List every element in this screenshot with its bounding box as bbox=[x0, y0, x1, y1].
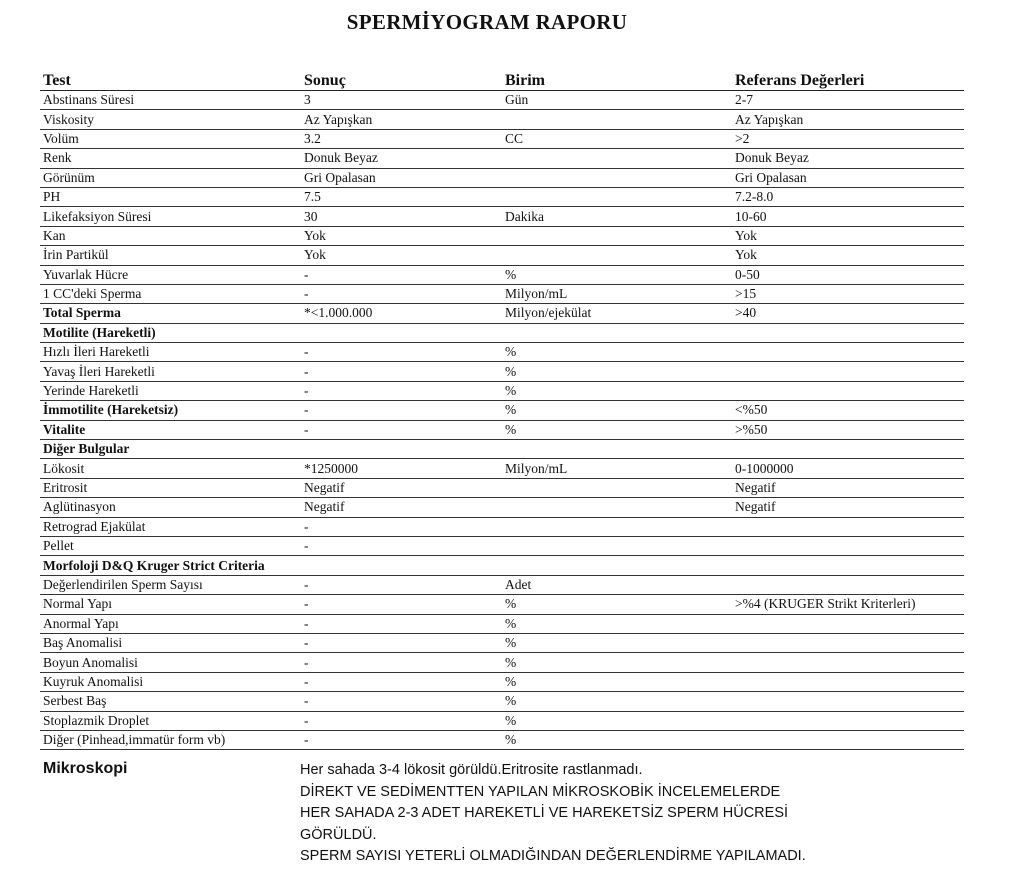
cell-test: Anormal Yapı bbox=[40, 614, 301, 633]
cell-test: Stoplazmik Droplet bbox=[40, 711, 301, 730]
cell-unit: % bbox=[502, 343, 732, 362]
spermiogram-table bbox=[40, 68, 964, 750]
table-row bbox=[40, 633, 964, 652]
table-row bbox=[40, 246, 964, 265]
cell-test: Baş Anomalisi bbox=[40, 633, 301, 652]
cell-unit: Adet bbox=[502, 575, 732, 594]
cell-result: - bbox=[301, 536, 502, 555]
cell-test: Aglütinasyon bbox=[40, 498, 301, 517]
table-row bbox=[40, 517, 964, 536]
cell-result: - bbox=[301, 672, 502, 691]
table-row bbox=[40, 149, 964, 168]
cell-test: Değerlendirilen Sperm Sayısı bbox=[40, 575, 301, 594]
cell-unit: % bbox=[502, 672, 732, 691]
cell-test: Diğer Bulgular bbox=[40, 440, 301, 459]
table-row bbox=[40, 207, 964, 226]
cell-reference: Yok bbox=[732, 246, 964, 265]
cell-result: - bbox=[301, 614, 502, 633]
cell-result: *<1.000.000 bbox=[301, 304, 502, 323]
cell-unit: % bbox=[502, 653, 732, 672]
cell-unit: Milyon/mL bbox=[502, 459, 732, 478]
table-row bbox=[40, 711, 964, 730]
table-row bbox=[40, 420, 964, 439]
cell-unit bbox=[502, 149, 732, 168]
table-row bbox=[40, 478, 964, 497]
cell-test: Görünüm bbox=[40, 168, 301, 187]
cell-unit: % bbox=[502, 711, 732, 730]
cell-unit bbox=[502, 226, 732, 245]
cell-result bbox=[301, 440, 502, 459]
cell-unit: Gün bbox=[502, 91, 732, 110]
cell-test: Eritrosit bbox=[40, 478, 301, 497]
cell-result: 30 bbox=[301, 207, 502, 226]
cell-reference: >40 bbox=[732, 304, 964, 323]
cell-test: Abstinans Süresi bbox=[40, 91, 301, 110]
cell-reference: Az Yapışkan bbox=[732, 110, 964, 129]
cell-result: 3 bbox=[301, 91, 502, 110]
cell-result: - bbox=[301, 343, 502, 362]
cell-result: - bbox=[301, 381, 502, 400]
cell-result: - bbox=[301, 265, 502, 284]
header-test: Test bbox=[40, 68, 301, 91]
table-row bbox=[40, 362, 964, 381]
microscopy-line: Her sahada 3-4 lökosit görüldü.Eritrosite rastlanmadı. bbox=[300, 762, 643, 778]
cell-unit: % bbox=[502, 362, 732, 381]
microscopy-notes bbox=[300, 760, 964, 868]
cell-unit: CC bbox=[502, 129, 732, 148]
table-row bbox=[40, 730, 964, 749]
cell-unit: Dakika bbox=[502, 207, 732, 226]
cell-result bbox=[301, 323, 502, 342]
cell-reference bbox=[732, 633, 964, 652]
cell-test: Kuyruk Anomalisi bbox=[40, 672, 301, 691]
table-row bbox=[40, 304, 964, 323]
cell-reference: 0-1000000 bbox=[732, 459, 964, 478]
table-row bbox=[40, 265, 964, 284]
cell-unit: % bbox=[502, 595, 732, 614]
cell-unit bbox=[502, 168, 732, 187]
cell-reference: Gri Opalasan bbox=[732, 168, 964, 187]
cell-test: Diğer (Pinhead,immatür form vb) bbox=[40, 730, 301, 749]
cell-result: Negatif bbox=[301, 498, 502, 517]
cell-unit: % bbox=[502, 633, 732, 652]
cell-reference bbox=[732, 381, 964, 400]
cell-result: 7.5 bbox=[301, 187, 502, 206]
cell-test: Likefaksiyon Süresi bbox=[40, 207, 301, 226]
microscopy-line: HER SAHADA 2-3 ADET HAREKETLİ VE HAREKETSİZ SPERM HÜCRESİ bbox=[300, 805, 789, 821]
cell-reference: >%4 (KRUGER Strikt Kriterleri) bbox=[732, 595, 964, 614]
cell-test: İmmotilite (Hareketsiz) bbox=[40, 401, 301, 420]
cell-result: - bbox=[301, 730, 502, 749]
cell-unit: % bbox=[502, 381, 732, 400]
cell-reference bbox=[732, 536, 964, 555]
cell-reference: 0-50 bbox=[732, 265, 964, 284]
cell-result: - bbox=[301, 595, 502, 614]
cell-reference bbox=[732, 711, 964, 730]
cell-result: - bbox=[301, 401, 502, 420]
cell-test: Kan bbox=[40, 226, 301, 245]
cell-result: *1250000 bbox=[301, 459, 502, 478]
cell-result: - bbox=[301, 633, 502, 652]
section-header-row bbox=[40, 440, 964, 459]
table-row bbox=[40, 595, 964, 614]
cell-reference: >2 bbox=[732, 129, 964, 148]
cell-unit bbox=[502, 536, 732, 555]
cell-result: 3.2 bbox=[301, 129, 502, 148]
cell-reference bbox=[732, 362, 964, 381]
cell-unit: % bbox=[502, 401, 732, 420]
cell-test: PH bbox=[40, 187, 301, 206]
cell-test: Hızlı İleri Hareketli bbox=[40, 343, 301, 362]
cell-result: - bbox=[301, 284, 502, 303]
header-unit: Birim bbox=[502, 68, 732, 91]
header-result: Sonuç bbox=[301, 68, 502, 91]
cell-reference: >%50 bbox=[732, 420, 964, 439]
cell-test: Motilite (Hareketli) bbox=[40, 323, 301, 342]
cell-result: Yok bbox=[301, 246, 502, 265]
cell-test: 1 CC'deki Sperma bbox=[40, 284, 301, 303]
table-row bbox=[40, 381, 964, 400]
header-reference: Referans Değerleri bbox=[732, 68, 964, 91]
cell-result: - bbox=[301, 420, 502, 439]
cell-unit: % bbox=[502, 614, 732, 633]
table-body bbox=[40, 91, 964, 750]
cell-result: Gri Opalasan bbox=[301, 168, 502, 187]
cell-result: Donuk Beyaz bbox=[301, 149, 502, 168]
cell-reference: <%50 bbox=[732, 401, 964, 420]
cell-result: Negatif bbox=[301, 478, 502, 497]
microscopy-line: GÖRÜLDÜ. bbox=[300, 826, 377, 843]
table-row bbox=[40, 692, 964, 711]
cell-test: Viskosity bbox=[40, 110, 301, 129]
cell-unit: % bbox=[502, 692, 732, 711]
cell-reference bbox=[732, 614, 964, 633]
table-row bbox=[40, 129, 964, 148]
cell-result bbox=[301, 556, 502, 575]
cell-test: Renk bbox=[40, 149, 301, 168]
table-row bbox=[40, 536, 964, 555]
cell-unit bbox=[502, 498, 732, 517]
table-row bbox=[40, 187, 964, 206]
cell-test: Vitalite bbox=[40, 420, 301, 439]
cell-reference bbox=[732, 556, 964, 575]
cell-unit bbox=[502, 110, 732, 129]
table-row bbox=[40, 672, 964, 691]
cell-reference bbox=[732, 672, 964, 691]
cell-result: - bbox=[301, 575, 502, 594]
cell-test: Lökosit bbox=[40, 459, 301, 478]
cell-result: - bbox=[301, 362, 502, 381]
cell-test: Boyun Anomalisi bbox=[40, 653, 301, 672]
cell-test: Yerinde Hareketli bbox=[40, 381, 301, 400]
cell-reference: Yok bbox=[732, 226, 964, 245]
cell-test: İrin Partikül bbox=[40, 246, 301, 265]
table-row bbox=[40, 401, 964, 420]
microscopy-label: Mikroskopi bbox=[43, 760, 128, 777]
table-row bbox=[40, 226, 964, 245]
table-row bbox=[40, 91, 964, 110]
cell-unit bbox=[502, 556, 732, 575]
cell-unit bbox=[502, 517, 732, 536]
cell-reference: 10-60 bbox=[732, 207, 964, 226]
cell-test: Retrograd Ejakülat bbox=[40, 517, 301, 536]
cell-test: Pellet bbox=[40, 536, 301, 555]
table-row bbox=[40, 284, 964, 303]
cell-result: Yok bbox=[301, 226, 502, 245]
cell-result: - bbox=[301, 653, 502, 672]
cell-unit: Milyon/mL bbox=[502, 284, 732, 303]
table-row bbox=[40, 575, 964, 594]
cell-test: Volüm bbox=[40, 129, 301, 148]
cell-result: - bbox=[301, 711, 502, 730]
cell-unit: % bbox=[502, 265, 732, 284]
section-header-row bbox=[40, 556, 964, 575]
table-header-row bbox=[40, 68, 964, 91]
cell-test: Serbest Baş bbox=[40, 692, 301, 711]
cell-test: Morfoloji D&Q Kruger Strict Criteria bbox=[40, 556, 301, 575]
cell-test: Normal Yapı bbox=[40, 595, 301, 614]
cell-unit bbox=[502, 440, 732, 459]
microscopy-line: SPERM SAYISI YETERLİ OLMADIĞINDAN DEĞERLENDİRME YAPILAMADI. bbox=[300, 848, 806, 864]
cell-result: Az Yapışkan bbox=[301, 110, 502, 129]
cell-reference bbox=[732, 575, 964, 594]
cell-unit bbox=[502, 323, 732, 342]
microscopy-line: DİREKT VE SEDİMENTTEN YAPILAN MİKROSKOBİK İNCELEMELERDE bbox=[300, 783, 781, 800]
cell-result: - bbox=[301, 517, 502, 536]
cell-unit: % bbox=[502, 420, 732, 439]
cell-unit bbox=[502, 187, 732, 206]
table-row bbox=[40, 168, 964, 187]
cell-reference: 7.2-8.0 bbox=[732, 187, 964, 206]
cell-reference bbox=[732, 517, 964, 536]
cell-reference: Donuk Beyaz bbox=[732, 149, 964, 168]
cell-reference: 2-7 bbox=[732, 91, 964, 110]
report-title: SPERMİYOGRAM RAPORU bbox=[346, 10, 628, 34]
cell-unit bbox=[502, 246, 732, 265]
table-row bbox=[40, 343, 964, 362]
cell-result: - bbox=[301, 692, 502, 711]
table-row bbox=[40, 110, 964, 129]
table-row bbox=[40, 498, 964, 517]
cell-unit: % bbox=[502, 730, 732, 749]
cell-test: Total Sperma bbox=[40, 304, 301, 323]
cell-reference bbox=[732, 730, 964, 749]
cell-reference bbox=[732, 653, 964, 672]
cell-reference: Negatif bbox=[732, 498, 964, 517]
cell-unit bbox=[502, 478, 732, 497]
cell-reference bbox=[732, 323, 964, 342]
cell-reference: Negatif bbox=[732, 478, 964, 497]
section-header-row bbox=[40, 323, 964, 342]
table-row bbox=[40, 653, 964, 672]
cell-reference bbox=[732, 343, 964, 362]
cell-reference bbox=[732, 692, 964, 711]
table-row bbox=[40, 459, 964, 478]
cell-unit: Milyon/ejekülat bbox=[502, 304, 732, 323]
cell-test: Yuvarlak Hücre bbox=[40, 265, 301, 284]
cell-test: Yavaş İleri Hareketli bbox=[40, 362, 301, 381]
cell-reference: >15 bbox=[732, 284, 964, 303]
cell-reference bbox=[732, 440, 964, 459]
table-row bbox=[40, 614, 964, 633]
